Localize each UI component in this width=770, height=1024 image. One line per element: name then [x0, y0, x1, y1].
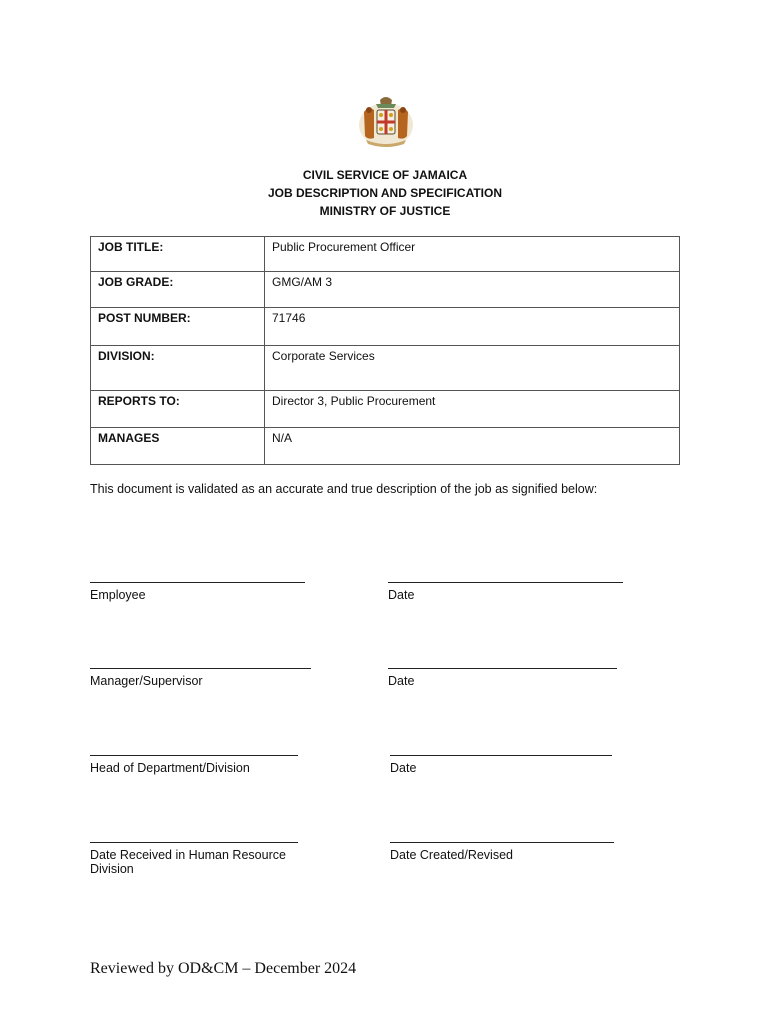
signature-label: Date: [388, 588, 415, 602]
hr-received-signature: [90, 842, 298, 876]
row-label: JOB TITLE:: [91, 237, 265, 272]
date-created-revised: [390, 842, 614, 862]
review-footer: Reviewed by OD&CM – December 2024: [90, 960, 357, 977]
signature-line: [90, 755, 298, 756]
signature-label: Date Created/Revised: [390, 848, 513, 862]
row-label: MANAGES: [91, 428, 265, 465]
signature-line: [90, 842, 298, 843]
signature-label: Employee: [90, 588, 146, 602]
row-label: POST NUMBER:: [91, 308, 265, 346]
signature-line: [388, 668, 617, 669]
heading-line-2: JOB DESCRIPTION AND SPECIFICATION: [267, 186, 503, 200]
signature-label: Manager/Supervisor: [90, 674, 203, 688]
row-value: Director 3, Public Procurement: [265, 391, 680, 428]
table-row: [91, 428, 680, 465]
table-row: [91, 237, 680, 272]
document-heading: [0, 166, 770, 220]
table-row: [91, 346, 680, 391]
signature-label: Head of Department/Division: [90, 761, 250, 775]
head-of-department-date: [390, 755, 612, 775]
signature-label: Date: [390, 761, 417, 775]
table-row: [91, 308, 680, 346]
table-row: [91, 391, 680, 428]
signature-line: [388, 582, 623, 583]
heading-line-3: MINISTRY OF JUSTICE: [319, 204, 451, 218]
table-row: [91, 272, 680, 308]
row-label: DIVISION:: [91, 346, 265, 391]
signature-line: [390, 842, 614, 843]
row-value: GMG/AM 3: [265, 272, 680, 308]
job-info-table: [90, 236, 680, 465]
row-value: Public Procurement Officer: [265, 237, 680, 272]
employee-signature: [90, 582, 305, 602]
head-of-department-signature: [90, 755, 298, 775]
row-value: Corporate Services: [265, 346, 680, 391]
row-label: JOB GRADE:: [91, 272, 265, 308]
signature-line: [90, 668, 311, 669]
manager-signature: [90, 668, 311, 688]
signature-label: Date Received in Human Resource Division: [90, 848, 286, 876]
row-value: 71746: [265, 308, 680, 346]
manager-date: [388, 668, 617, 688]
coat-of-arms-icon: [358, 92, 414, 150]
signature-line: [90, 582, 305, 583]
employee-date: [388, 582, 623, 602]
row-label: REPORTS TO:: [91, 391, 265, 428]
signature-label: Date: [388, 674, 415, 688]
row-value: N/A: [265, 428, 680, 465]
validation-statement: This document is validated as an accurate and true description of the job as signified below:: [90, 482, 598, 496]
heading-line-1: CIVIL SERVICE OF JAMAICA: [302, 168, 468, 182]
signature-line: [390, 755, 612, 756]
